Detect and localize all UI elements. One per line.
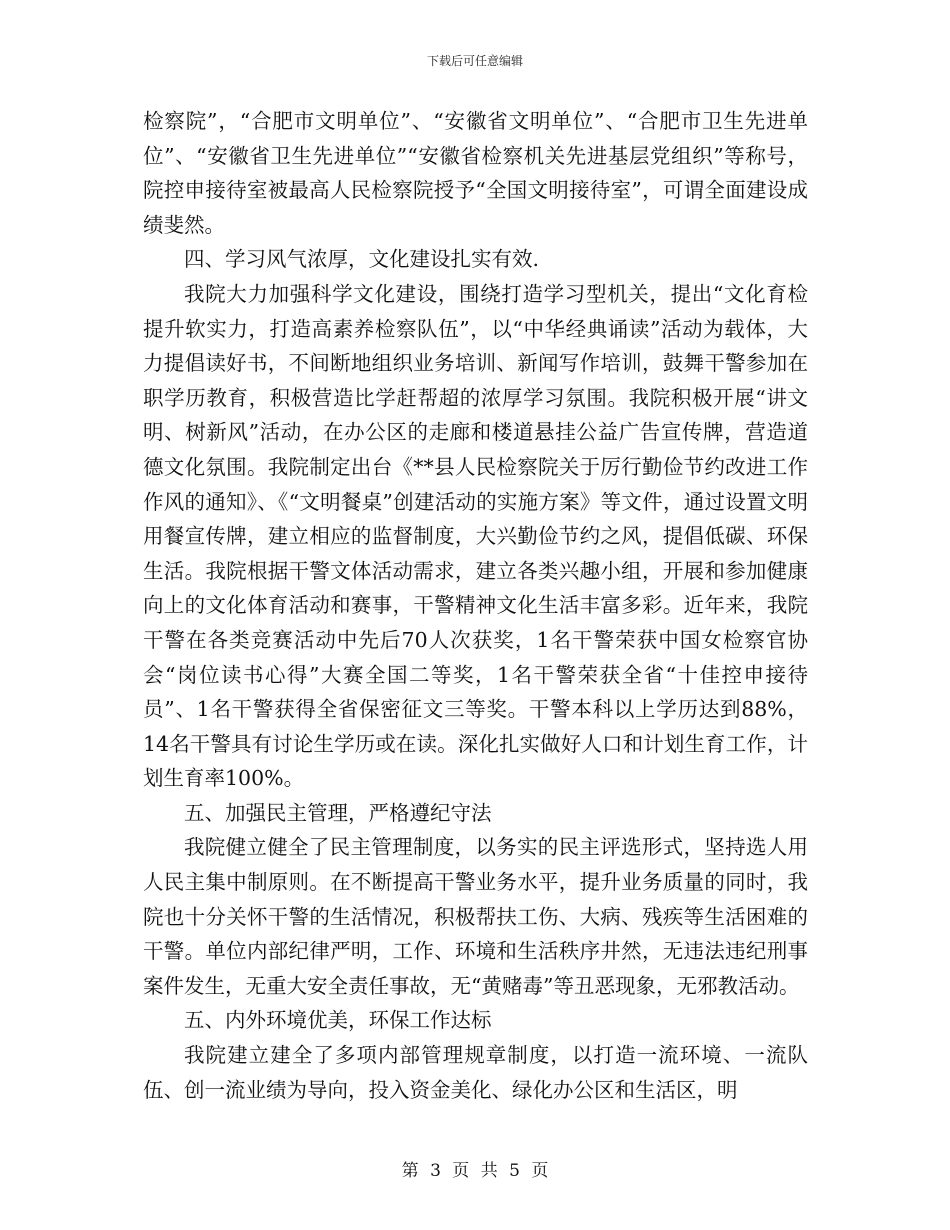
page-footer: 第 3 页 共 5 页 <box>401 1161 549 1181</box>
paragraph-continuation: 检察院”，“合肥市文明单位”、“安徽省文明单位”、“合肥市卫生先进单位”、“安徽省卫生先进单位”“安徽省检察机关先进基层党组织”等称号，院控申接待室被最高人民检察院授予“全国文明接待室”，可谓全面建设成绩斐然。 <box>143 109 808 237</box>
section-heading-4: 四、学习风气浓厚，文化建设扎实有效. <box>184 247 540 272</box>
paragraph-culture: 我院大力加强科学文化建设，围绕打造学习型机关，提出“文化育检提升软实力，打造高素养检察队伍”，以“中华经典诵读”活动为载体，大力提倡读好书，不间断地组织业务培训、新闻写作培训，鼓舞干警参加在职学历教育，积极营造比学赶帮超的浓厚学习氛围。我院积极开展“讲文明、树新风”活动，在办公区的走廊和楼道悬挂公益广告宣传牌，营造道德文化氛围。我院制定出台《**县人民检察院关于厉行勤俭节约改进工作作风的通知》、《“文明餐桌”创建活动的实施方案》等文件，通过设置文明用餐宣传牌，建立相应的监督制度，大兴勤俭节约之风，提倡低碳、环保生活。我院根据干警文体活动需求，建立各类兴趣小组，开展和参加健康向上的文化体育活动和赛事，干警精神文化生活丰富多彩。近年来，我院干警在各类竞赛活动中先后70人次获奖，1名干警荣获中国女检察官协会“岗位读书心得”大赛全国二等奖，1名干警荣获全省“十佳控申接待员”、1名干警获得全省保密征文三等奖。干警本科以上学历达到88%，14名干警具有讨论生学历或在读。深化扎实做好人口和计划生育工作，计划生育率100%。 <box>143 281 808 791</box>
document-body <box>143 104 808 1107</box>
section-heading-5b: 五、内外环境优美，环保工作达标 <box>184 1008 492 1033</box>
page-header: 下载后可任意编辑 <box>426 54 523 68</box>
paragraph-environment: 我院建立建全了多项内部管理规章制度，以打造一流环境、一流队伍、创一流业绩为导向，投入资金美化、绿化办公区和生活区，明 <box>143 1043 808 1102</box>
paragraph-democracy: 我院健立健全了民主管理制度，以务实的民主评选形式，坚持选人用人民主集中制原则。在不断提高干警业务水平，提升业务质量的同时，我院也十分关怀干警的生活情况，积极帮扶工伤、大病、残疾等生活困难的干警。单位内部纪律严明，工作、环境和生活秩序井然，无违法违纪刑事案件发生，无重大安全责任事故，无“黄赌毒”等丑恶现象，无邪教活动。 <box>143 835 808 998</box>
section-heading-5a: 五、加强民主管理，严格遵纪守法 <box>184 800 492 825</box>
